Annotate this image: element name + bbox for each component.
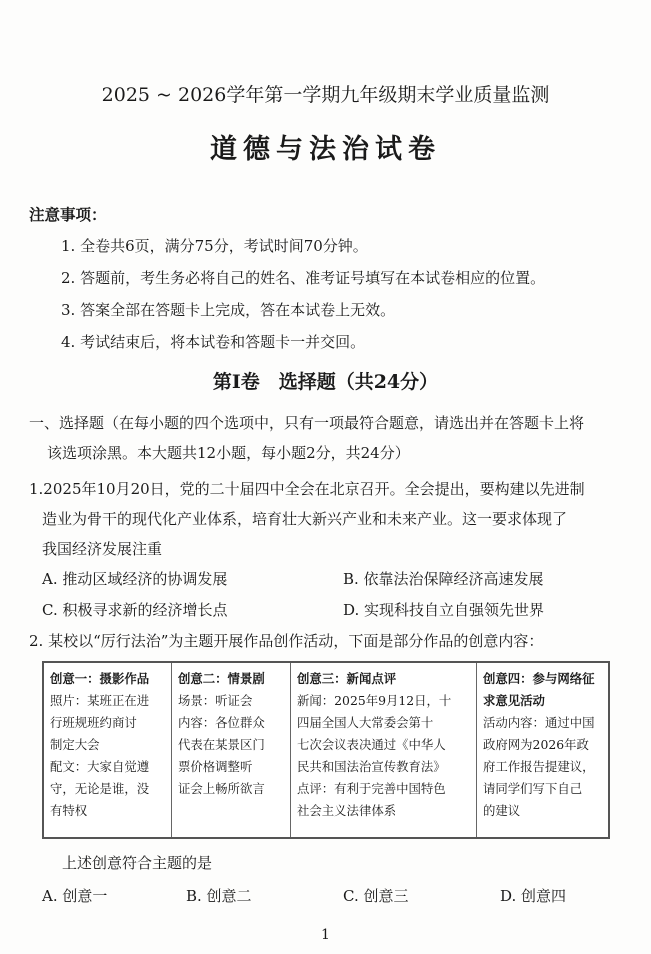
table-cell-idea-1 [44, 663, 172, 837]
table-cell-idea-4 [477, 663, 608, 837]
cell-heading: 创意三：新闻点评 [297, 671, 397, 686]
question-1-option-b: B. 依靠法治保障经济高速发展 [343, 570, 544, 588]
page-number: 1 [321, 927, 330, 943]
notice-item: 1. 全卷共6页，满分75分，考试时间70分钟。 [61, 237, 368, 255]
question-1-stem: 1.2025年10月20日，党的二十届四中全会在北京召开。全会提出，要构建以先进制 [29, 480, 585, 498]
exam-title: 道德与法治试卷 [210, 134, 441, 165]
cell-heading: 创意二：情景剧 [178, 671, 265, 686]
question-2-option-b: B. 创意二 [186, 887, 252, 905]
cell-line: 内容：各位群众 [178, 715, 265, 730]
cell-line: 行班规班约商讨 [50, 715, 137, 730]
cell-line: 守，无论是谁，没 [50, 781, 150, 796]
creative-works-table [42, 661, 610, 839]
cell-line: 民共和国法治宣传教育法》 [297, 759, 446, 774]
cell-line: 的建议 [483, 803, 521, 818]
table-cell-idea-2 [172, 663, 291, 837]
question-1-option-c: C. 积极寻求新的经济增长点 [42, 601, 228, 619]
cell-line: 点评：有利于完善中国特色 [297, 781, 446, 796]
notice-item: 2. 答题前，考生务必将自己的姓名、准考证号填写在本试卷相应的位置。 [61, 269, 546, 287]
section-heading: 第Ⅰ卷 选择题（共24分） [212, 371, 439, 393]
question-2-prompt: 上述创意符合主题的是 [62, 854, 213, 872]
cell-line: 代表在某景区门 [178, 737, 265, 752]
cell-line: 配文：大家自觉遵 [50, 759, 150, 774]
table-cell-idea-3 [291, 663, 477, 837]
cell-line: 四届全国人大常委会第十 [297, 715, 434, 730]
cell-line: 证会上畅所欲言 [178, 781, 265, 796]
question-2-stem: 2. 某校以“厉行法治”为主题开展作品创作活动，下面是部分作品的创意内容： [29, 632, 544, 650]
question-1-option-d: D. 实现科技自立自强领先世界 [343, 601, 545, 619]
question-2-option-c: C. 创意三 [343, 887, 409, 905]
question-1-stem: 造业为骨干的现代化产业体系，培育壮大新兴产业和未来产业。这一要求体现了 [42, 510, 568, 528]
question-2-option-a: A. 创意一 [42, 887, 108, 905]
question-1-option-a: A. 推动区域经济的协调发展 [42, 570, 228, 588]
cell-line: 府工作报告提建议， [483, 759, 595, 774]
cell-heading: 创意一：摄影作品 [50, 671, 150, 686]
question-1-stem: 我国经济发展注重 [42, 540, 163, 558]
notice-item: 4. 考试结束后，将本试卷和答题卡一并交回。 [61, 333, 366, 351]
notice-item: 3. 答案全部在答题卡上完成，答在本试卷上无效。 [61, 301, 396, 319]
cell-line: 票价格调整听 [178, 759, 253, 774]
cell-heading: 求意见活动 [483, 693, 545, 708]
cell-line: 活动内容：通过中国 [483, 715, 595, 730]
cell-line: 新闻：2025年9月12日，十 [297, 693, 452, 708]
question-2-option-d: D. 创意四 [500, 887, 567, 905]
cell-line: 制定大会 [50, 737, 100, 752]
cell-line: 有特权 [50, 803, 88, 818]
cell-line: 七次会议表决通过《中华人 [297, 737, 446, 752]
cell-line: 场景：听证会 [178, 693, 253, 708]
section-instruction: 一、选择题（在每小题的四个选项中，只有一项最符合题意，请选出并在答题卡上将 [29, 414, 585, 432]
notice-heading: 注意事项： [29, 206, 107, 224]
cell-line: 社会主义法律体系 [297, 803, 397, 818]
section-instruction: 该选项涂黑。本大题共12小题，每小题2分，共24分） [47, 444, 410, 462]
cell-line: 照片：某班正在进 [50, 693, 150, 708]
cell-line: 政府网为2026年政 [483, 737, 589, 752]
exam-header-line: 2025 ~ 2026学年第一学期九年级期末学业质量监测 [101, 84, 550, 106]
cell-heading: 创意四：参与网络征 [483, 671, 595, 686]
cell-line: 请同学们写下自己 [483, 781, 583, 796]
